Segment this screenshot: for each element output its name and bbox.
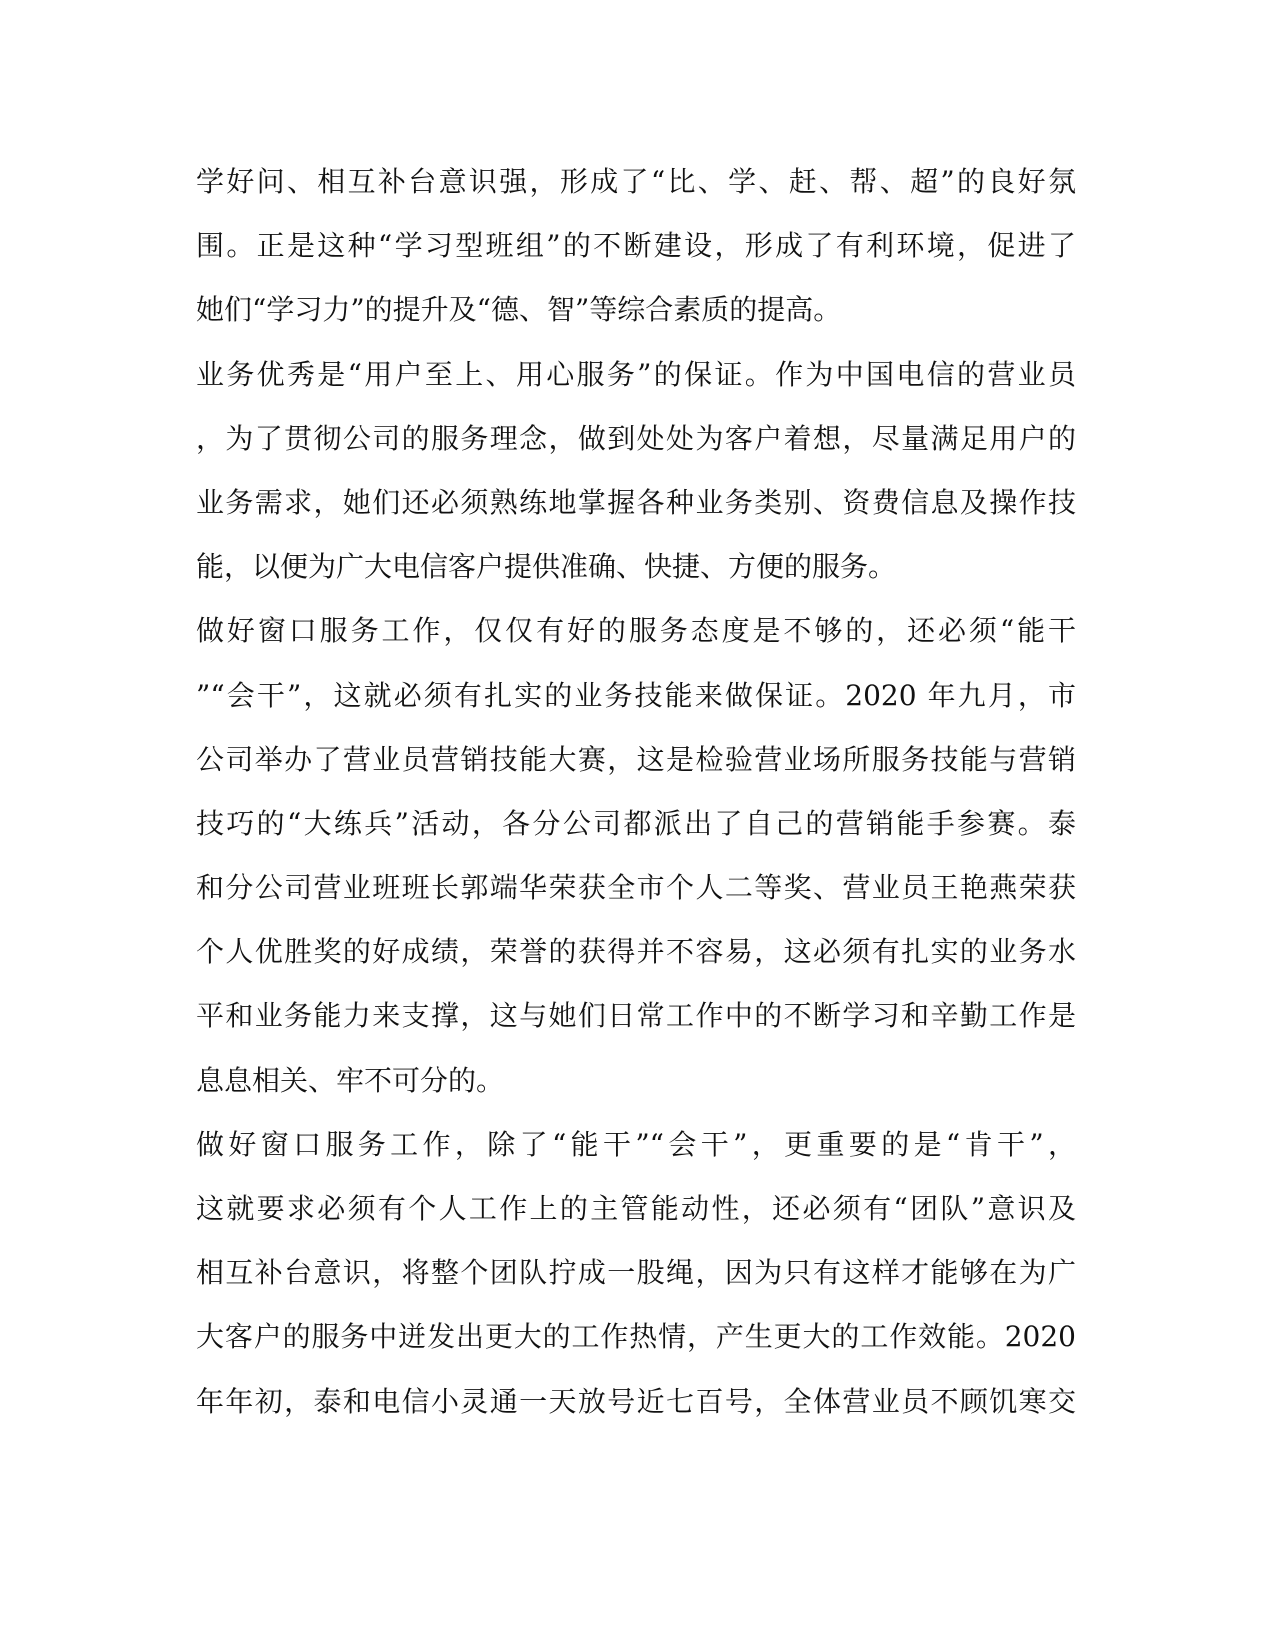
text-line: ，为了贯彻公司的服务理念，做到处处为客户着想，尽量满足用户的 <box>196 421 1076 455</box>
text-line: 围。正是这种“学习型班组”的不断建设，形成了有利环境，促进了 <box>196 229 1076 263</box>
text-line: 公司举办了营业员营销技能大赛，这是检验营业场所服务技能与营销 <box>196 742 1076 776</box>
text-line: 业务优秀是“用户至上、用心服务”的保证。作为中国电信的营业员 <box>196 357 1076 391</box>
text-line: ”“会干”，这就必须有扎实的业务技能来做保证。2020 年九月，市 <box>196 678 1076 712</box>
text-line: 做好窗口服务工作，仅仅有好的服务态度是不够的，还必须“能干 <box>196 614 1076 648</box>
text-line: 息息相关、牢不可分的。 <box>196 1063 505 1097</box>
text-line: 和分公司营业班班长郭端华荣获全市个人二等奖、营业员王艳燕荣获 <box>196 871 1076 905</box>
text-line: 技巧的“大练兵”活动，各分公司都派出了自己的营销能手参赛。泰 <box>196 806 1076 840</box>
text-line: 做好窗口服务工作，除了“能干”“会干”，更重要的是“肯干”， <box>196 1127 1076 1161</box>
paragraph <box>196 150 1076 343</box>
paragraph <box>196 1113 1076 1434</box>
text-line: 大客户的服务中迸发出更大的工作热情，产生更大的工作效能。2020 <box>196 1320 1076 1354</box>
text-line: 相互补台意识，将整个团队拧成一股绳，因为只有这样才能够在为广 <box>196 1256 1076 1290</box>
text-line: 年年初，泰和电信小灵通一天放号近七百号，全体营业员不顾饥寒交 <box>196 1384 1076 1418</box>
paragraph <box>196 343 1076 600</box>
text-line: 平和业务能力来支撑，这与她们日常工作中的不断学习和辛勤工作是 <box>196 999 1076 1033</box>
paragraph <box>196 599 1076 1113</box>
text-line: 她们“学习力”的提升及“德、智”等综合素质的提高。 <box>196 293 842 327</box>
text-line: 能，以便为广大电信客户提供准确、快捷、方便的服务。 <box>196 550 897 584</box>
document-body <box>196 150 1076 1434</box>
text-line: 学好问、相互补台意识强，形成了“比、学、赶、帮、超”的良好氛 <box>196 165 1076 198</box>
text-line: 这就要求必须有个人工作上的主管能动性，还必须有“团队”意识及 <box>196 1192 1076 1225</box>
text-line: 业务需求，她们还必须熟练地掌握各种业务类别、资费信息及操作技 <box>196 485 1076 519</box>
text-line: 个人优胜奖的好成绩，荣誉的获得并不容易，这必须有扎实的业务水 <box>196 935 1076 969</box>
